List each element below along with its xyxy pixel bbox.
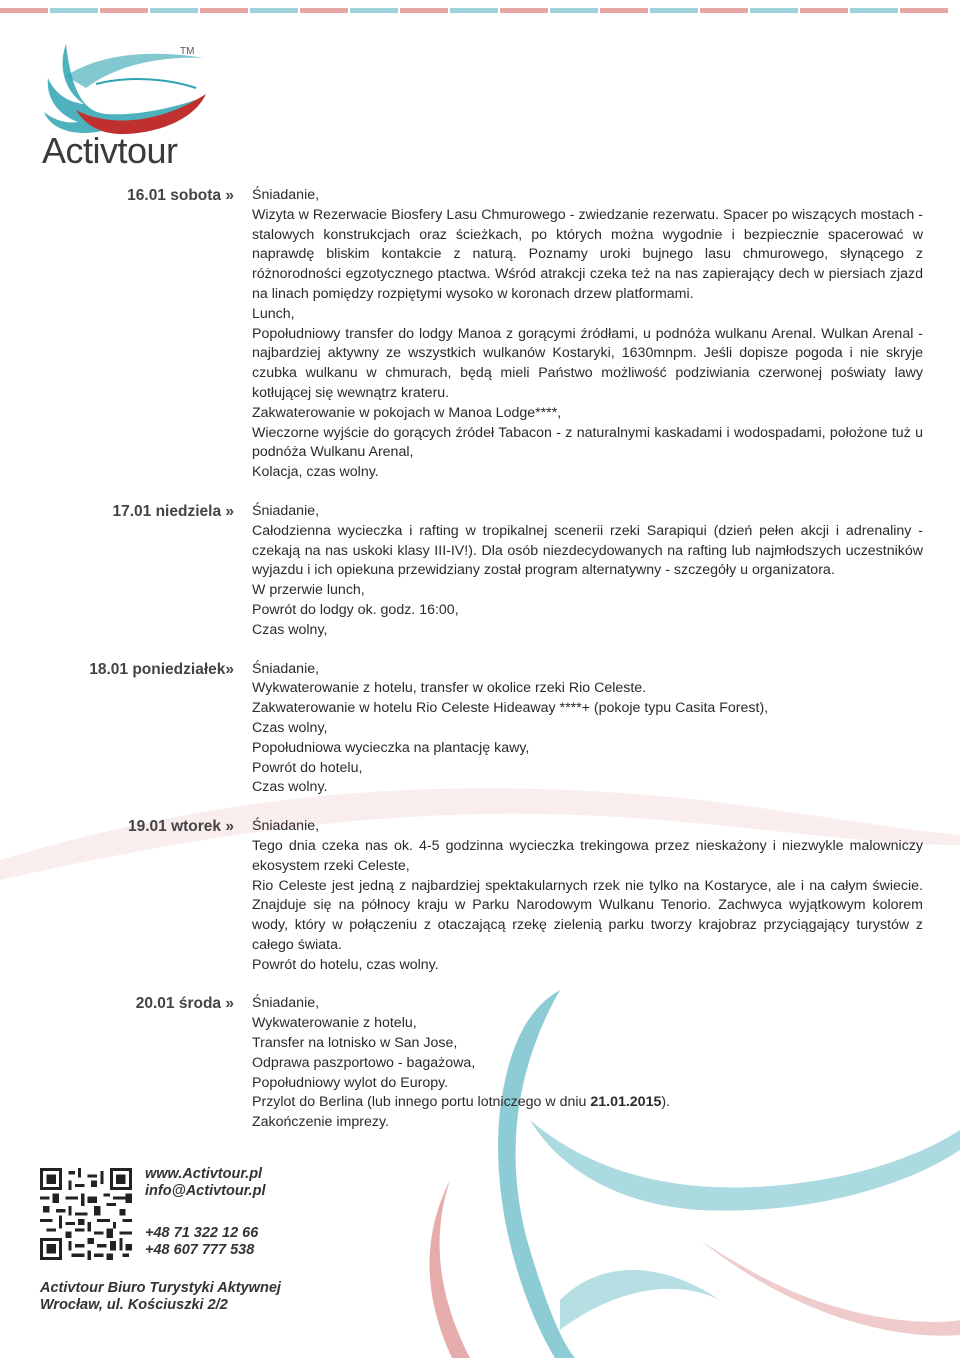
day-description [252,660,923,799]
day-line: Zakwaterowanie w hotelu Rio Celeste Hideaway ****+ (pokoje typu Casita Forest), [252,700,769,717]
day-description [252,186,923,483]
day-line: Popołudniowy wylot do Europy. [252,1074,449,1091]
day-line: Powrót do hotelu, czas wolny. [252,956,439,973]
day-line: Zakwaterowanie w pokojach w Manoa Lodge****, [252,404,562,421]
day-line: W przerwie lunch, [252,582,365,599]
day-line: Wykwaterowanie z hotelu, [252,1015,417,1032]
day-description [252,502,923,641]
activtour-logo [36,36,236,176]
company-address: Wrocław, ul. Kościuszki 2/2 [40,1297,228,1313]
day-heading: 18.01 poniedziałek» [89,660,234,678]
phone-number: +48 607 777 538 [145,1242,255,1258]
day-line: Śniadanie, [252,818,320,835]
day-line: Popołudniowy transfer do lodgy Manoa z gorącymi źródłami, u podnóża wulkanu Arenal. Wulkan Arenal - najbardziej aktywny ze wszystkich wulkanów Kostaryki, 1630mnpm. Jeśli dopisze pogoda i nie skryje czubka wulkanu w chmurach, będą mieli Państwo możliwość podziwiania czerwonej poświaty lawy kotłującej się wewnątrz krateru. [252,325,923,401]
day-line: Czas wolny, [252,719,328,736]
day-line: Powrót do lodgy ok. godz. 16:00, [252,601,459,618]
day-line: Lunch, [252,305,295,322]
day-section [0,817,960,975]
day-section [0,994,960,1133]
day-line: Rio Celeste jest jedną z najbardziej spektakularnych rzek nie tylko na Kostaryce, ale i na całym świecie. Znajduje się na północy kraju w Parku Narodowym Wulkanu Tenorio. Zachwyca wyjątkowym kolorem wody, który w połączeniu z otaczającą rzekę zielenią parku tworzy krajobraz przyciągający turystów z całego świata. [252,877,923,953]
day-line: Czas wolny. [252,779,328,796]
day-description [252,817,923,975]
arrival-text: Przylot do Berlina (lub innego portu lotniczego w dniu [252,1094,591,1111]
day-section [0,186,960,483]
day-line: Transfer na lotnisko w San Jose, [252,1035,458,1052]
day-line: Popołudniowa wycieczka na plantację kawy, [252,739,530,756]
day-line: Czas wolny, [252,621,328,638]
day-line [252,1093,923,1113]
arrival-text-end: ). [661,1094,671,1111]
day-heading: 20.01 środa » [135,995,234,1013]
logo-wordmark: Activtour [42,130,178,171]
day-line: Powrót do hotelu, [252,759,363,776]
day-description [252,994,923,1133]
arrival-date: 21.01.2015 [590,1094,662,1111]
itinerary [0,186,960,1152]
day-line: Wizyta w Rezerwacie Biosfery Lasu Chmurowego - zwiedzanie rezerwatu. Spacer po wiszących mostach - stalowych konstrukcjach oraz ścieżkach, po których można wygodnie i bezpiecznie spacerować w naprawdę bliskim kontakcie z naturą. Poznamy uroki bujnego lasu chmurowego, słynącego z różnorodności egzotycznego ptactwa. Wśród atrakcji czeka też na nas zapierający dech w piersiach zjazd na linach pomiędzy rozpiętymi wysoko w koronach drzew platformami. [252,206,923,302]
day-line: Wieczorne wyjście do gorących źródeł Tabacon - z naturalnymi kaskadami i wodospadami, położone tuż u podnóża Wulkanu Arenal, [252,424,923,461]
day-line: Zakończenie imprezy. [252,1114,389,1131]
day-line: Śniadanie, [252,660,320,677]
day-section [0,502,960,641]
day-heading: 17.01 niedziela » [112,502,234,520]
day-line: Kolacja, czas wolny. [252,464,379,481]
day-line: Całodzienna wycieczka i rafting w tropikalnej scenerii rzeki Sarapiqui (dzień pełen akcji i adrenaliny - czekają na nas uskoki klasy III-IV!). Dla osób niezdecydowanych na rafting lub najmłodszych uczestników wyjazdu i ich opiekuna przewidziany został program alternatywny - szczegóły u organizatora. [252,522,923,579]
day-heading: 16.01 sobota » [127,187,234,204]
website-link[interactable]: www.Activtour.pl [145,1166,263,1182]
logo-bird-icon [36,36,236,136]
day-line: Śniadanie, [252,502,320,519]
day-heading: 19.01 wtorek » [127,818,234,836]
day-section [0,660,960,799]
qr-code-icon [40,1168,132,1260]
day-line: Śniadanie, [252,995,320,1012]
email-link[interactable]: info@Activtour.pl [145,1183,266,1199]
company-name: Activtour Biuro Turystyki Aktywnej [40,1280,281,1296]
day-line: Odprawa paszportowo - bagażowa, [252,1054,476,1071]
day-line: Tego dnia czeka nas ok. 4-5 godzinna wycieczka trekingowa przez nieskażony i niezwykle malowniczy ekosystem rzeki Celeste, [252,837,923,874]
day-line: Wykwaterowanie z hotelu, transfer w okolice rzeki Rio Celeste. [252,680,647,697]
footer [0,1160,400,1358]
phone-number: +48 71 322 12 66 [145,1225,259,1241]
day-line: Śniadanie, [252,187,320,203]
trademark-mark: TM [180,46,195,57]
